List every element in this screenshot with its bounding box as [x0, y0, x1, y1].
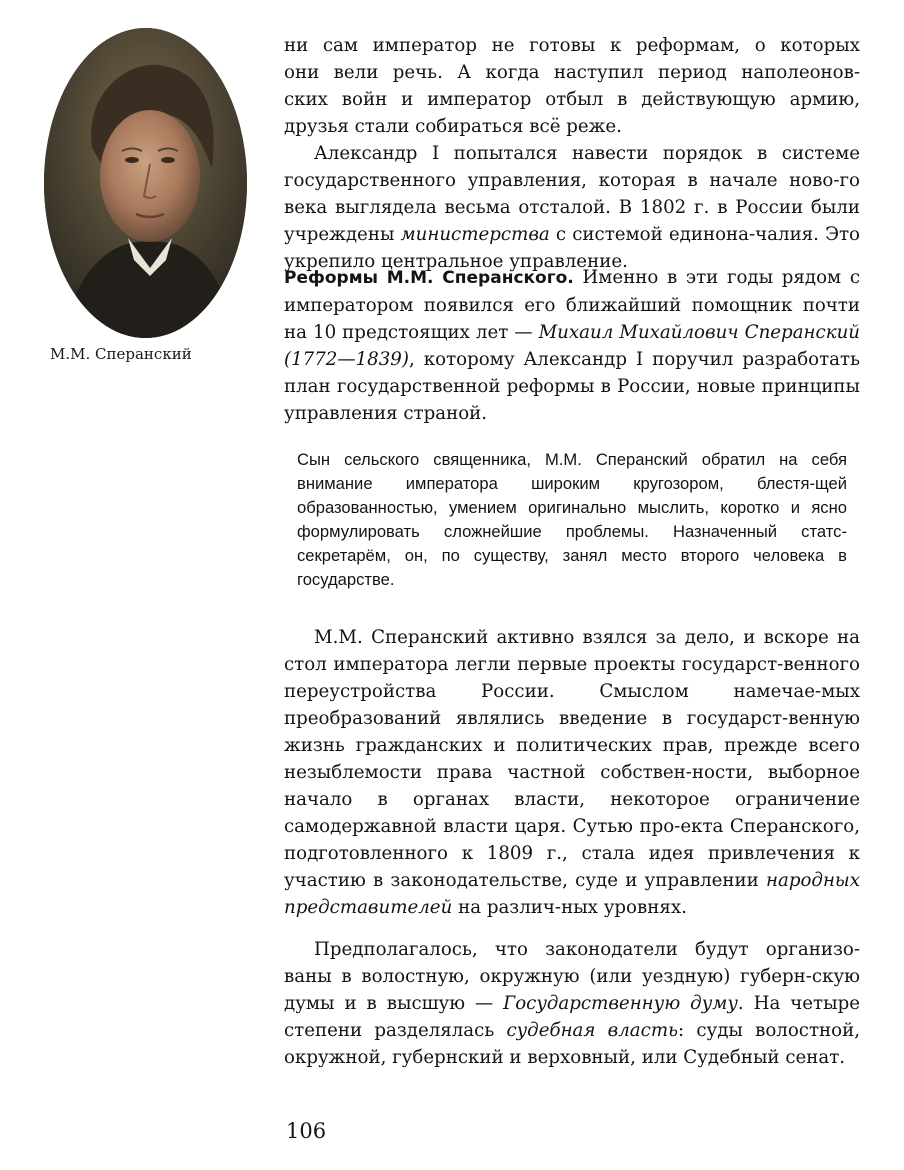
- paragraph-ministries: [284, 140, 860, 275]
- page-number: 106: [286, 1119, 327, 1143]
- term-ministries: министерства: [400, 224, 550, 245]
- term-judicial-power: судебная власть: [506, 1020, 678, 1041]
- section-heading: Реформы М.М. Сперанского.: [284, 268, 574, 288]
- text-run: М.М. Сперанский активно взялся за дело, и вскоре на стол императора легли первые проекты государст-венного переустройства России. Смыслом намечае-мых преобразований являлись введение в государст-венную жизнь гражданских и политических прав, прежде всего незыблемости права частной собствен-ности, выборное начало в органах власти, некоторое ограничение самодержавной власти царя. Сутью про-екта Сперанского, подготовленного к 1809 г., стала идея привлечения к участию в законодательстве, суде и управлении: [284, 627, 860, 891]
- note-text: Сын сельского священника, М.М. Сперанский обратил на себя внимание императора широким кругозором, блестя-щей образованностью, умением оригинально мыслить, коротко и ясно формулировать сложнейшие проблемы. Назначенный статс-секретарём, он, по существу, занял место второго человека в государстве.: [297, 450, 847, 589]
- paragraph-continuation: [284, 32, 860, 140]
- portrait-caption: М.М. Сперанский: [50, 345, 192, 363]
- text-run: Предполагалось, что законодатели будут организо-ваны в волостную, окружную (или уездную) губерн-скую думы и в высшую —: [284, 939, 860, 1014]
- text-run: на различ-ных уровнях.: [452, 897, 687, 918]
- text-run: : суды волостной, окружной, губернский и верховный, или Судебный сенат.: [284, 1020, 860, 1068]
- text-line: ских войн и император отбыл в действующую армию,: [284, 89, 860, 110]
- person-name: Михаил Михайлович Сперанский (1772—1839): [284, 322, 860, 370]
- portrait-icon: [44, 28, 247, 338]
- text-run: Именно в эти годы рядом с императором появился его ближайший помощник почти на 10 предстоящих лет —: [284, 267, 861, 343]
- text-run: с системой единона-чалия. Это укрепило центральное управление.: [284, 224, 861, 272]
- paragraph-legislators: [284, 936, 860, 1071]
- paragraph-projects: [284, 624, 860, 921]
- term-state-duma: Государственную думу: [503, 993, 738, 1014]
- text-run: , которому Александр I поручил разработать план государственной реформы в России, новые принципы управления страной.: [284, 349, 860, 424]
- inset-note: [297, 448, 847, 592]
- text-line: ни сам император не готовы к реформам, о которых: [284, 35, 860, 56]
- text-run: . На четыре степени разделялась: [284, 993, 860, 1041]
- text-line: они вели речь. А когда наступил период наполеонов-: [284, 62, 860, 83]
- text-run: Александр I попытался навести порядок в системе государственного управления, которая в начале ново-го века выглядела весьма отсталой. В 1802 г. в России были учреждены: [284, 143, 860, 245]
- text-line: друзья стали собираться всё реже.: [284, 116, 622, 137]
- paragraph-speransky-reforms: [284, 264, 860, 427]
- term-peoples-representatives: народных представителей: [284, 870, 860, 918]
- portrait-image: [44, 28, 247, 338]
